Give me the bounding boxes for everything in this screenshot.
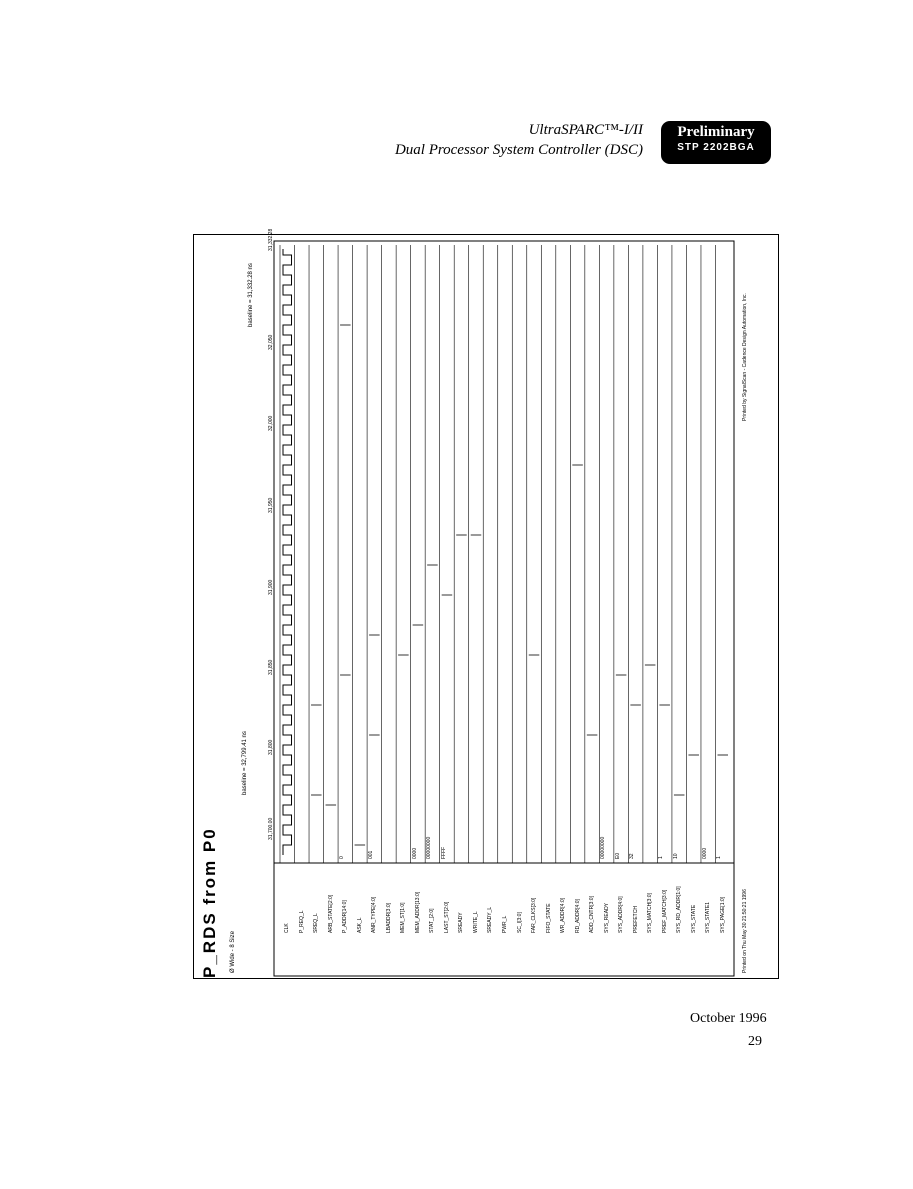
signal-label: ASK_L [356, 917, 363, 933]
printed-by: Printed by SignalScan - Cadence Design Automation, Inc. [742, 293, 748, 421]
signal-label: SYS_PAGE[1:0] [719, 896, 726, 933]
signal-value: 1 [658, 856, 665, 859]
signal-label: P_ADDR[14:0] [342, 900, 349, 933]
signal-value: 001 [368, 850, 375, 859]
signal-value: 0000 [701, 847, 708, 859]
signal-value: 1 [716, 856, 723, 859]
signal-value: 00000000 [600, 836, 607, 859]
product-line: UltraSPARC™-I/II [528, 122, 643, 138]
signal-label: FIFO_STATE [545, 903, 552, 933]
signal-label: SYS_STATE [690, 904, 697, 933]
cursor-right: baseline = 31,332.28 ns [248, 263, 254, 327]
signal-label: LAST_ST[2:0] [443, 901, 450, 933]
signal-label: PREF_MATCH[3:0] [661, 889, 668, 933]
signal-label: ARB_STATE[2:0] [327, 894, 334, 933]
signal-label: SYS_READY [603, 902, 610, 933]
waveform-svg [194, 235, 777, 977]
signal-label: STAT_[2:0] [429, 908, 436, 933]
clock-waveform [283, 249, 292, 855]
signal-value: 0 [339, 856, 346, 859]
waveform-title: P_RDS from P0 [200, 827, 219, 978]
signal-label: SYS_RD_ADDR[1:0] [676, 886, 683, 933]
badge-title: Preliminary [677, 124, 755, 140]
signal-label: SC_I[3:0] [516, 912, 523, 933]
signal-label: SREQ_L [313, 913, 320, 933]
signal-label: MEM_ADDR[13:0] [414, 891, 421, 933]
signal-label: ADD_CNTR[3:0] [589, 896, 596, 933]
timestamp-label: 32,050 [268, 334, 274, 350]
signal-label: ANR_TYPE[4:0] [371, 896, 378, 933]
product-name: Dual Processor System Controller (DSC) [394, 142, 643, 158]
signal-label: WR_ADDR[4:0] [560, 897, 567, 933]
waveform-subtitle: Ø Wide - 8 Size [230, 930, 236, 973]
signal-value: 10 [672, 853, 679, 859]
signal-label: PWR_L [502, 915, 508, 933]
footer-date: October 1996 [690, 1011, 767, 1026]
signal-value: 00000000 [426, 836, 433, 859]
timestamp-label: 31,950 [268, 497, 274, 513]
timestamp-label: 31,900 [268, 579, 274, 595]
signal-value: E0 [614, 852, 621, 859]
timestamp-label: 31,332.28 [268, 228, 274, 251]
signal-label: RD_ADDR[4:0] [574, 899, 581, 933]
signal-label: WRITE_L [472, 911, 479, 933]
signal-label: MEM_ST[1:0] [400, 902, 407, 933]
printed-on: Printed on Thu May 30 21:50:21 1996 [742, 889, 748, 973]
signal-label: P_REQ_L [298, 910, 305, 933]
timestamp-label: 32,000 [268, 415, 274, 431]
timestamp-label: 31,850 [268, 659, 274, 675]
signal-label: PREFETCH [632, 906, 639, 933]
signal-label: SREADY [458, 912, 465, 933]
signal-label: LBADDR[3:0] [385, 902, 392, 933]
signal-label: CLK [284, 923, 291, 933]
signal-label: SYS_ADDR[4:0] [618, 896, 625, 933]
timestamp-label: 31,700.00 [268, 817, 274, 840]
signal-label: SYS_MATCH[3:0] [647, 893, 654, 933]
page-number: 29 [748, 1034, 762, 1049]
preliminary-badge [661, 121, 771, 164]
signal-label: SYS_STATE1 [705, 902, 712, 933]
signal-value: 32 [629, 853, 636, 859]
badge-part: STP 2202BGA [677, 142, 755, 153]
signal-value: FFFF [440, 846, 447, 859]
timestamp-label: 31,800 [268, 739, 274, 755]
signal-label: SREADY_L [487, 906, 494, 933]
signal-value: 0000 [411, 847, 418, 859]
cursor-baseline: baseline = 32,799.41 ns [242, 731, 248, 795]
waveform-frame [193, 228, 779, 979]
signal-label: FAR_CLKS[3:0] [531, 897, 538, 933]
